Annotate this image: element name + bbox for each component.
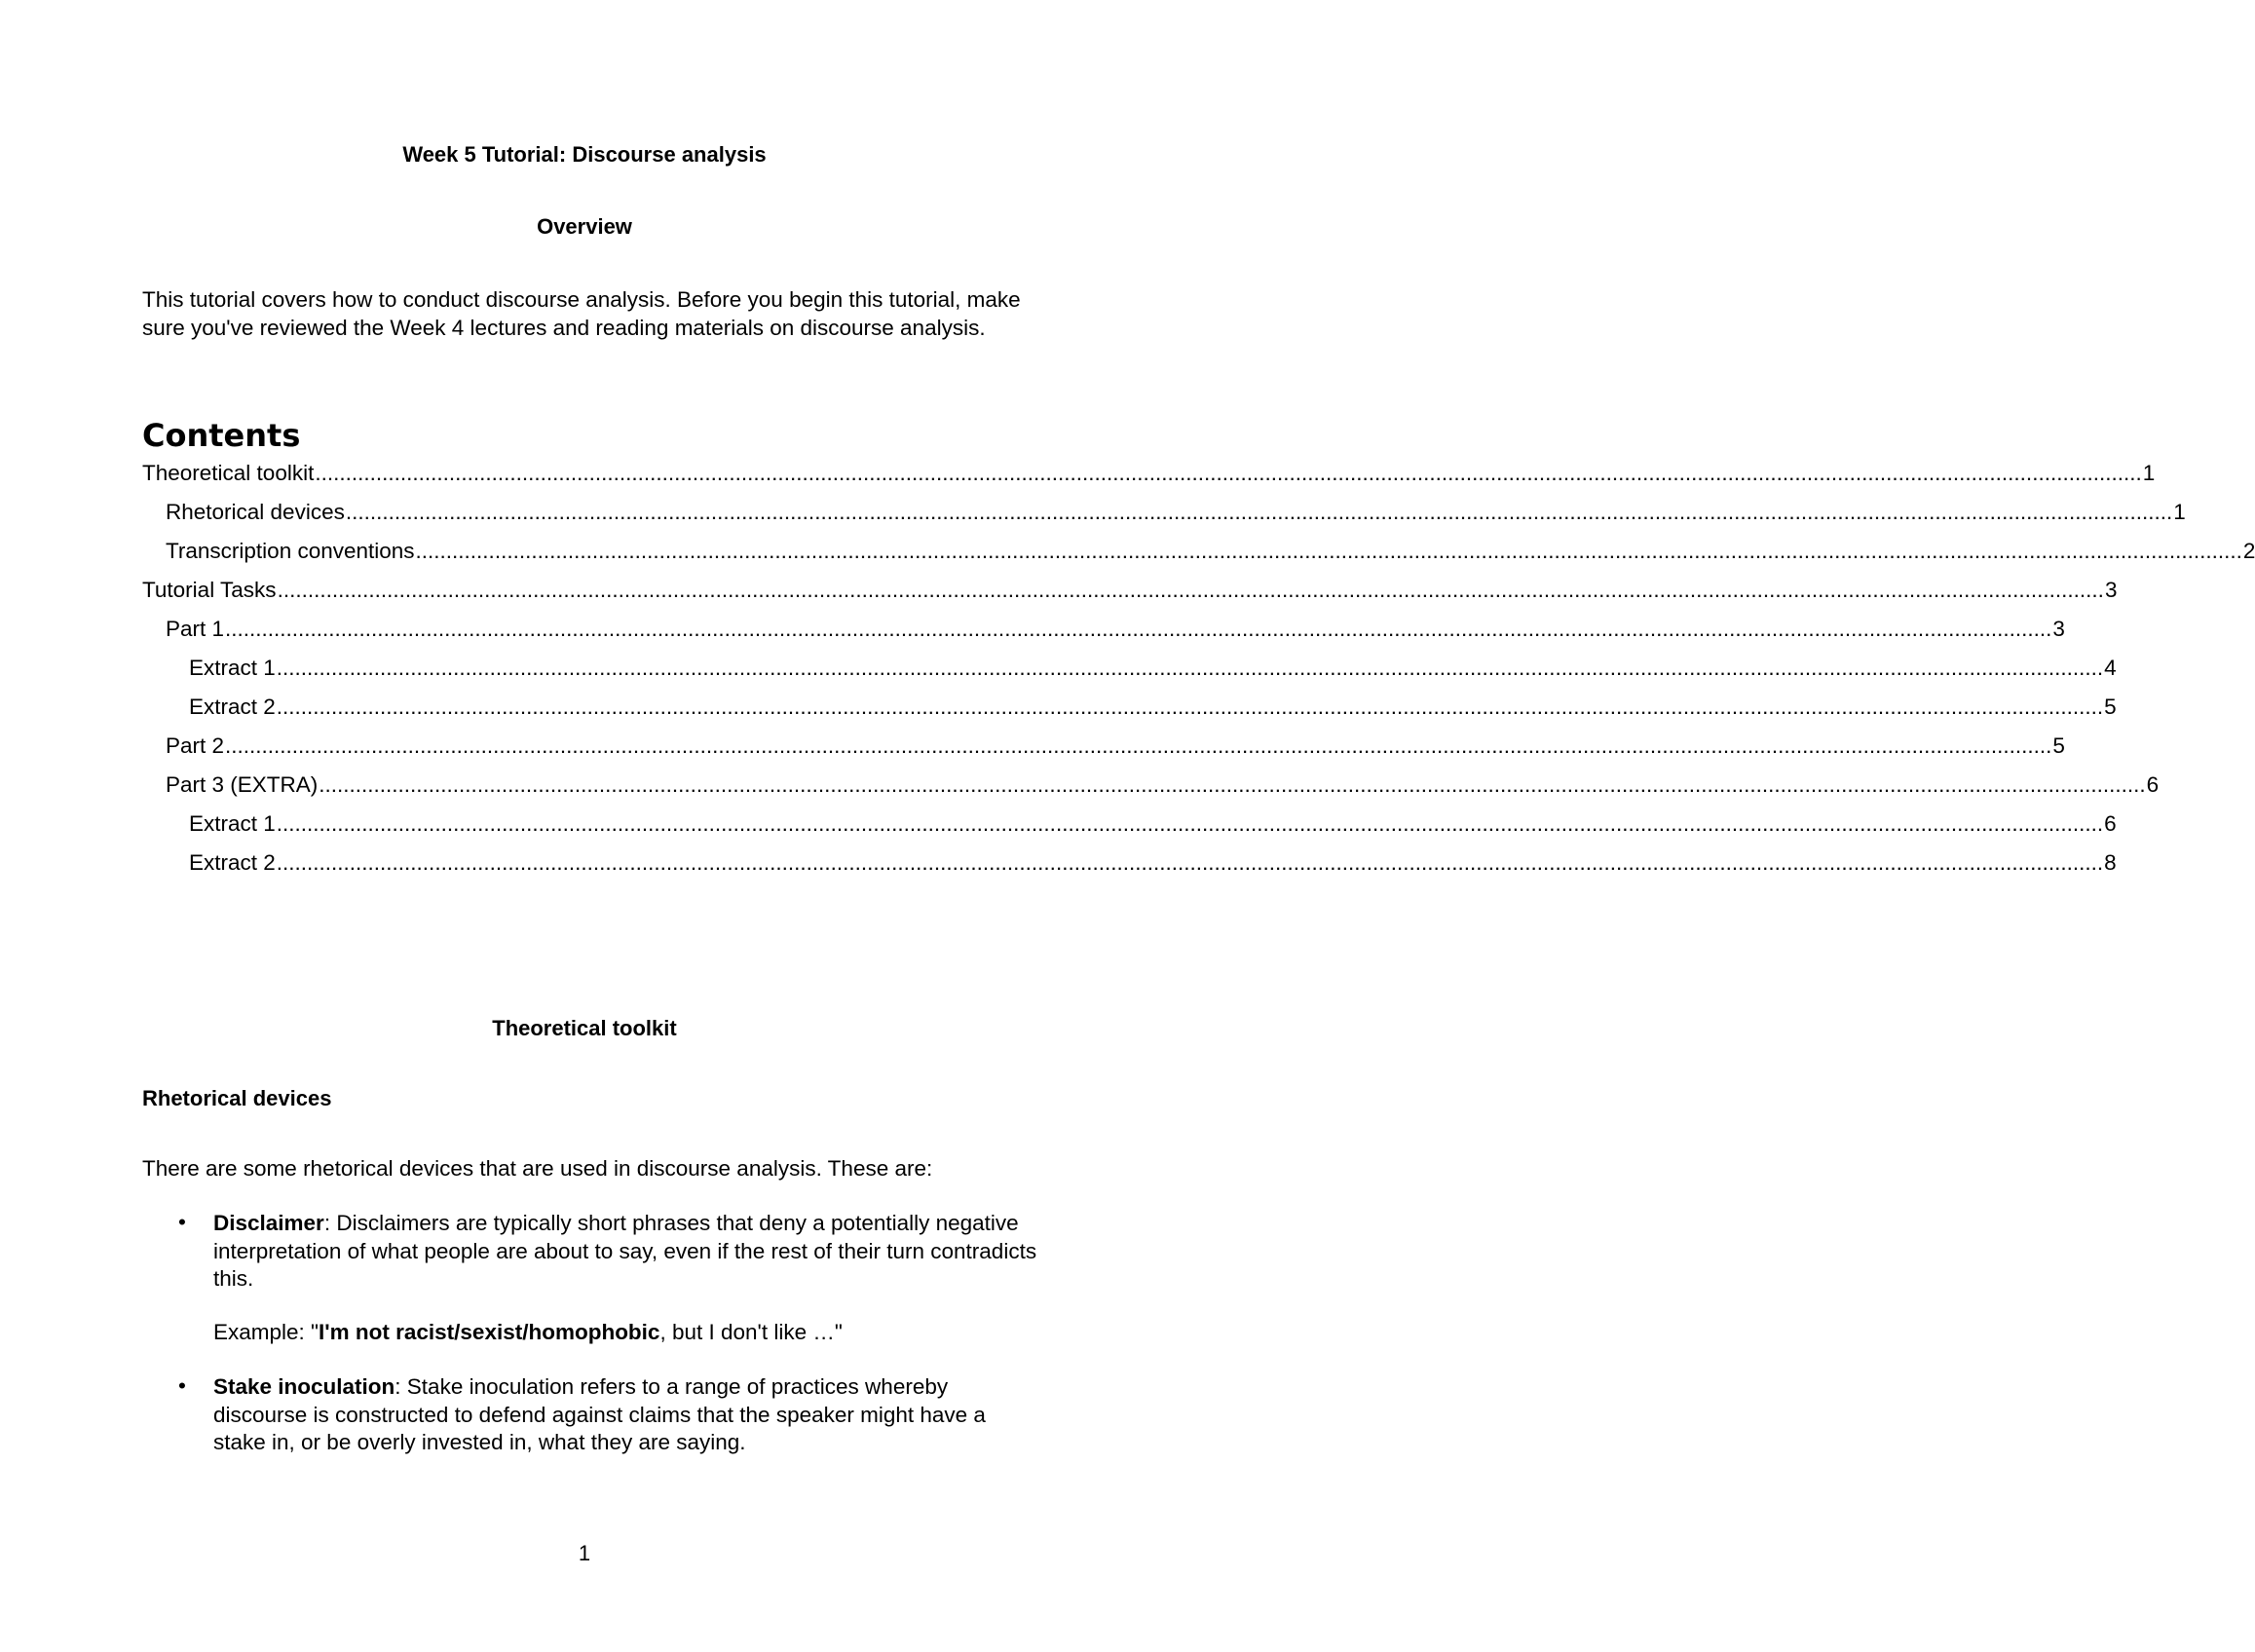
toc-entry-page: 4 (2104, 656, 2117, 680)
disclaimer-term: Disclaimer (213, 1211, 324, 1235)
toc-entry-page: 5 (2104, 695, 2117, 719)
toc-entry[interactable] (142, 732, 2065, 771)
toc-leader-dots: ............................................................................................................................................................................................................................................................................................................ (225, 733, 2052, 758)
toc-entry[interactable] (142, 655, 2117, 694)
toc-entry-label: Rhetorical devices (166, 500, 345, 524)
disclaimer-text: : Disclaimers are typically short phrases that deny a potentially negative interpretation of what people are about to say, even if the rest of their turn contradicts this. (213, 1211, 1037, 1291)
stake-inoculation-text: : Stake inoculation refers to a range of practices whereby discourse is constructed to defend against claims that the speaker might have a stake in, or be overly invested in, what they are saying. (213, 1374, 986, 1454)
bullet-glyph: • (178, 1373, 186, 1398)
overview-heading: Overview (537, 214, 632, 239)
toc-entry-label: Part 3 (EXTRA) (166, 772, 319, 797)
toc-entry[interactable] (142, 577, 2118, 616)
toc-entry-page: 5 (2052, 733, 2065, 758)
contents-heading: Contents (142, 417, 301, 454)
toc-leader-dots: ............................................................................................................................................................................................................................................................................................................ (345, 500, 2173, 524)
toc-leader-dots: ............................................................................................................................................................................................................................................................................................................ (276, 695, 2104, 719)
toc-entry-page: 3 (2104, 578, 2118, 602)
toc-entry-label: Extract 1 (189, 656, 276, 680)
toc-leader-dots: ............................................................................................................................................................................................................................................................................................................ (277, 578, 2104, 602)
disclaimer-definition (213, 1210, 1041, 1294)
toc-leader-dots: ............................................................................................................................................................................................................................................................................................................ (315, 461, 2142, 485)
disclaimer-example (213, 1319, 1041, 1347)
toc-entry-label: Extract 2 (189, 850, 276, 875)
toc-entry-label: Tutorial Tasks (142, 578, 277, 602)
toc-entry-label: Part 2 (166, 733, 225, 758)
toc-entry[interactable] (142, 771, 2160, 810)
toc-entry-label: Transcription conventions (166, 539, 415, 563)
bullet-glyph: • (178, 1210, 186, 1234)
toc-leader-dots: ............................................................................................................................................................................................................................................................................................................ (276, 656, 2104, 680)
toc-entry-page: 6 (2146, 772, 2160, 797)
overview-paragraph: This tutorial covers how to conduct discourse analysis. Before you begin this tutorial, make sure you've reviewed the Week 4 lectures and reading materials on discourse analysis. (142, 287, 1021, 340)
toc-entry[interactable] (142, 460, 2156, 499)
toc-leader-dots: ............................................................................................................................................................................................................................................................................................................ (276, 850, 2104, 875)
toc-leader-dots: ............................................................................................................................................................................................................................................................................................................ (276, 811, 2104, 836)
toc-entry-label: Extract 2 (189, 695, 276, 719)
toc-entry-label: Extract 1 (189, 811, 276, 836)
toc-entry-page: 8 (2104, 850, 2117, 875)
toc-entry-page: 1 (2142, 461, 2156, 485)
toc-entry[interactable] (142, 694, 2117, 732)
toc-leader-dots: ............................................................................................................................................................................................................................................................................................................ (225, 617, 2052, 641)
toc-entry-page: 6 (2104, 811, 2117, 836)
rhetorical-devices-intro: There are some rhetorical devices that are used in discourse analysis. These are: (142, 1156, 933, 1181)
stake-inoculation-definition (213, 1373, 1041, 1457)
subsection-heading-rhetorical-devices: Rhetorical devices (142, 1086, 332, 1110)
example-prefix: Example: " (213, 1320, 319, 1344)
toc-leader-dots: ............................................................................................................................................................................................................................................................................................................ (415, 539, 2242, 563)
page-number: 1 (578, 1541, 591, 1565)
toc-entry[interactable] (142, 499, 2186, 538)
stake-inoculation-term: Stake inoculation (213, 1374, 395, 1399)
toc-entry-page: 3 (2052, 617, 2065, 641)
toc-entry[interactable] (142, 616, 2065, 655)
toc-entry-page: 1 (2173, 500, 2186, 524)
toc-entry[interactable] (142, 849, 2117, 888)
toc-entry-page: 2 (2242, 539, 2255, 563)
toc-entry-label: Part 1 (166, 617, 225, 641)
section-heading-theoretical-toolkit: Theoretical toolkit (492, 1016, 677, 1040)
toc-entry-label: Theoretical toolkit (142, 461, 315, 485)
toc-entry[interactable] (142, 538, 2255, 577)
toc-entry[interactable] (142, 810, 2117, 849)
document-title: Week 5 Tutorial: Discourse analysis (402, 142, 767, 167)
example-bold: I'm not racist/sexist/homophobic (319, 1320, 660, 1344)
toc-leader-dots: ............................................................................................................................................................................................................................................................................................................ (319, 772, 2146, 797)
example-suffix: , but I don't like …" (659, 1320, 843, 1344)
table-of-contents (142, 460, 2255, 888)
